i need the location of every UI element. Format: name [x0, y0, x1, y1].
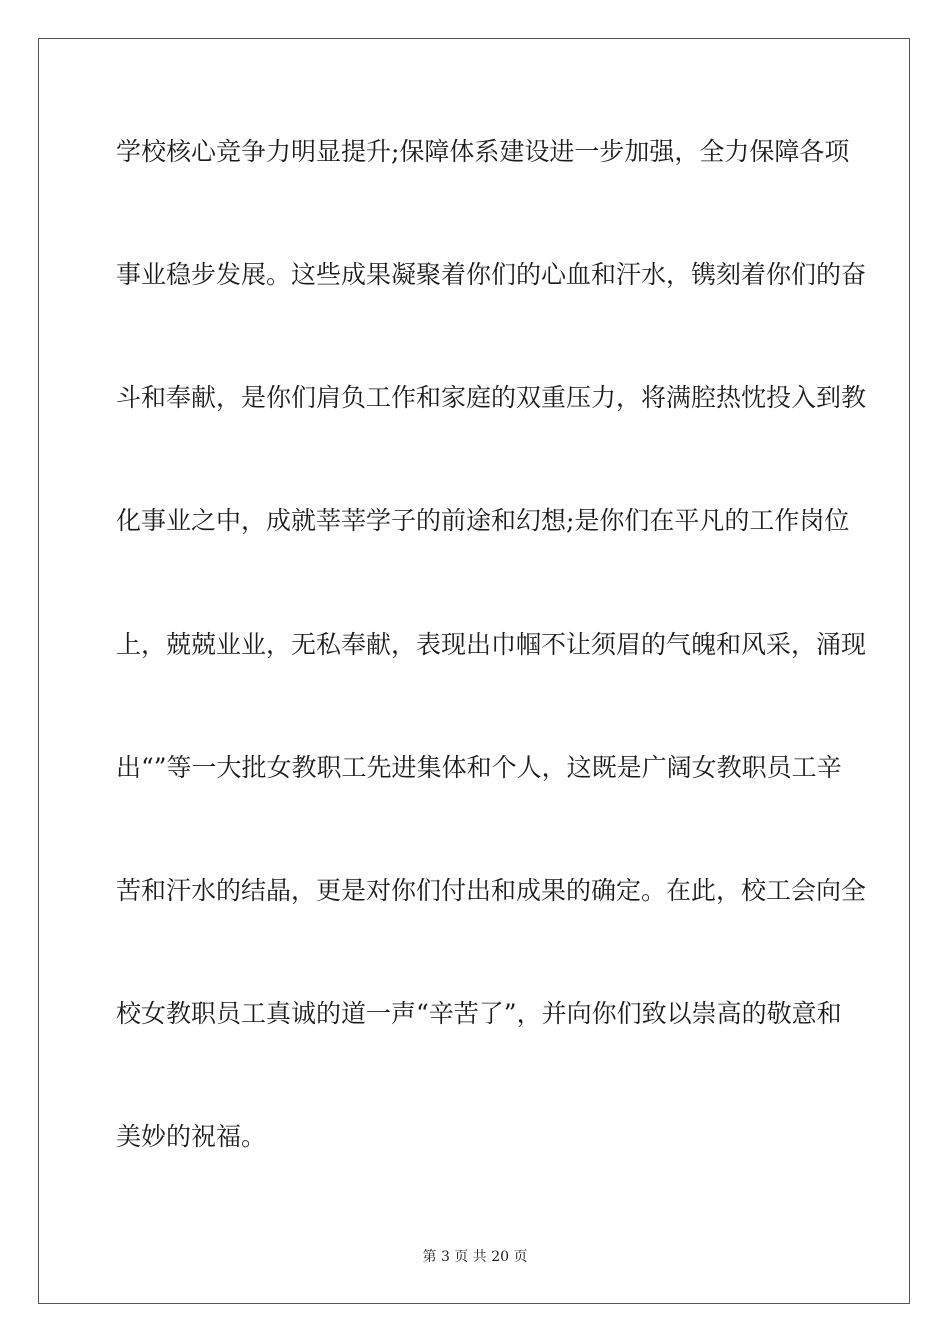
- page-number-footer: 第 3 页 共 20 页: [422, 1249, 528, 1265]
- paragraph-line: 斗和奉献，是你们肩负工作和家庭的双重压力，将满腔热忱投入到教: [116, 383, 867, 412]
- paragraph-line: 上，兢兢业业，无私奉献，表现出巾帼不让须眉的气魄和风采，涌现: [116, 630, 867, 659]
- paragraph-line: 事业稳步发展。这些成果凝聚着你们的心血和汗水，镌刻着你们的奋: [116, 260, 867, 289]
- paragraph-line: 苦和汗水的结晶，更是对你们付出和成果的确定。在此，校工会向全: [116, 876, 867, 905]
- paragraph-line: 出“”等一大批女教职工先进集体和个人，这既是广阔女教职员工辛: [116, 753, 842, 782]
- paragraph-line: 校女教职员工真诚的道一声“辛苦了”，并向你们致以崇高的敬意和: [116, 999, 842, 1028]
- paragraph-line: 学校核心竞争力明显提升;保障体系建设进一步加强，全力保障各项: [116, 137, 850, 166]
- paragraph-line: 美妙的祝福。: [116, 1122, 267, 1151]
- page-border: [38, 38, 910, 1304]
- paragraph-line: 化事业之中，成就莘莘学子的前途和幻想;是你们在平凡的工作岗位: [116, 506, 850, 535]
